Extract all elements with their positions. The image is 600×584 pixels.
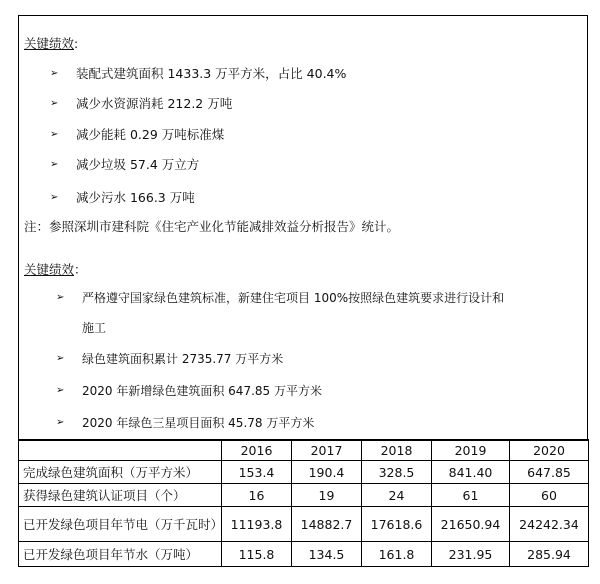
bullet-item: 减少垃圾 57.4 万立方: [76, 157, 200, 172]
table-cell: 21650.94: [432, 507, 510, 542]
row-label: 已开发绿色项目年节水（万吨）: [19, 542, 222, 567]
bullet-item: 减少污水 166.3 万吨: [76, 190, 195, 205]
table-row: [19, 542, 589, 567]
table-cell: 231.95: [432, 542, 510, 567]
table-cell: 24242.34: [510, 507, 589, 542]
bullet-item: 绿色建筑面积累计 2735.77 万平方米: [82, 352, 284, 366]
arrow-bullet-icon: ➢: [56, 385, 65, 396]
row-label: 已开发绿色项目年节电（万千瓦时）: [19, 507, 222, 542]
section1-heading: 关键绩效:: [24, 36, 79, 51]
table-cell: 17618.6: [362, 507, 432, 542]
green-building-table: [18, 439, 589, 567]
row-label: 获得绿色建筑认证项目（个）: [19, 484, 222, 507]
table-cell: 16: [222, 484, 292, 507]
table-cell: 153.4: [222, 461, 292, 484]
table-row: [19, 484, 589, 507]
table-cell: 285.94: [510, 542, 589, 567]
row-label: 完成绿色建筑面积（万平方米）: [19, 461, 222, 484]
table-header-cell: 2017: [292, 440, 362, 461]
bullet-item: 严格遵守国家绿色建筑标准，新建住宅项目 100%按照绿色建筑要求进行设计和: [82, 291, 505, 305]
arrow-bullet-icon: ➢: [56, 292, 65, 303]
arrow-bullet-icon: ➢: [50, 192, 59, 203]
table-cell: 24: [362, 484, 432, 507]
table-header-cell: 2016: [222, 440, 292, 461]
table-header-cell: 2019: [432, 440, 510, 461]
bullet-item: 2020 年新增绿色建筑面积 647.85 万平方米: [82, 384, 322, 398]
arrow-bullet-icon: ➢: [50, 68, 59, 79]
table-row: [19, 461, 589, 484]
section2-heading: 关键绩效：: [24, 262, 87, 277]
arrow-bullet-icon: ➢: [56, 417, 65, 428]
table-header-row: [19, 440, 589, 461]
table-cell: 134.5: [292, 542, 362, 567]
table-cell: 60: [510, 484, 589, 507]
arrow-bullet-icon: ➢: [50, 129, 59, 140]
bullet-item: 减少能耗 0.29 万吨标准煤: [76, 127, 225, 142]
table-cell: 115.8: [222, 542, 292, 567]
table-cell: 11193.8: [222, 507, 292, 542]
bullet-item: 2020 年绿色三星项目面积 45.78 万平方米: [82, 416, 315, 430]
table-cell: 14882.7: [292, 507, 362, 542]
table-cell: 19: [292, 484, 362, 507]
arrow-bullet-icon: ➢: [50, 98, 59, 109]
table-header-cell: 2020: [510, 440, 589, 461]
table-cell: 328.5: [362, 461, 432, 484]
bullet-item: 减少水资源消耗 212.2 万吨: [76, 96, 233, 111]
table-cell: 61: [432, 484, 510, 507]
table-cell: 190.4: [292, 461, 362, 484]
table-header-cell: 2018: [362, 440, 432, 461]
arrow-bullet-icon: ➢: [56, 353, 65, 364]
bullet-item-continued: 施工: [82, 321, 107, 335]
arrow-bullet-icon: ➢: [50, 159, 59, 170]
bullet-item: 装配式建筑面积 1433.3 万平方米，占比 40.4%: [76, 66, 347, 81]
table-cell: 841.40: [432, 461, 510, 484]
source-note: 注：参照深圳市建科院《住宅产业化节能减排效益分析报告》统计。: [24, 219, 400, 234]
table-cell: 647.85: [510, 461, 589, 484]
table-row: [19, 507, 589, 542]
table-header-cell: [19, 440, 222, 461]
table-cell: 161.8: [362, 542, 432, 567]
